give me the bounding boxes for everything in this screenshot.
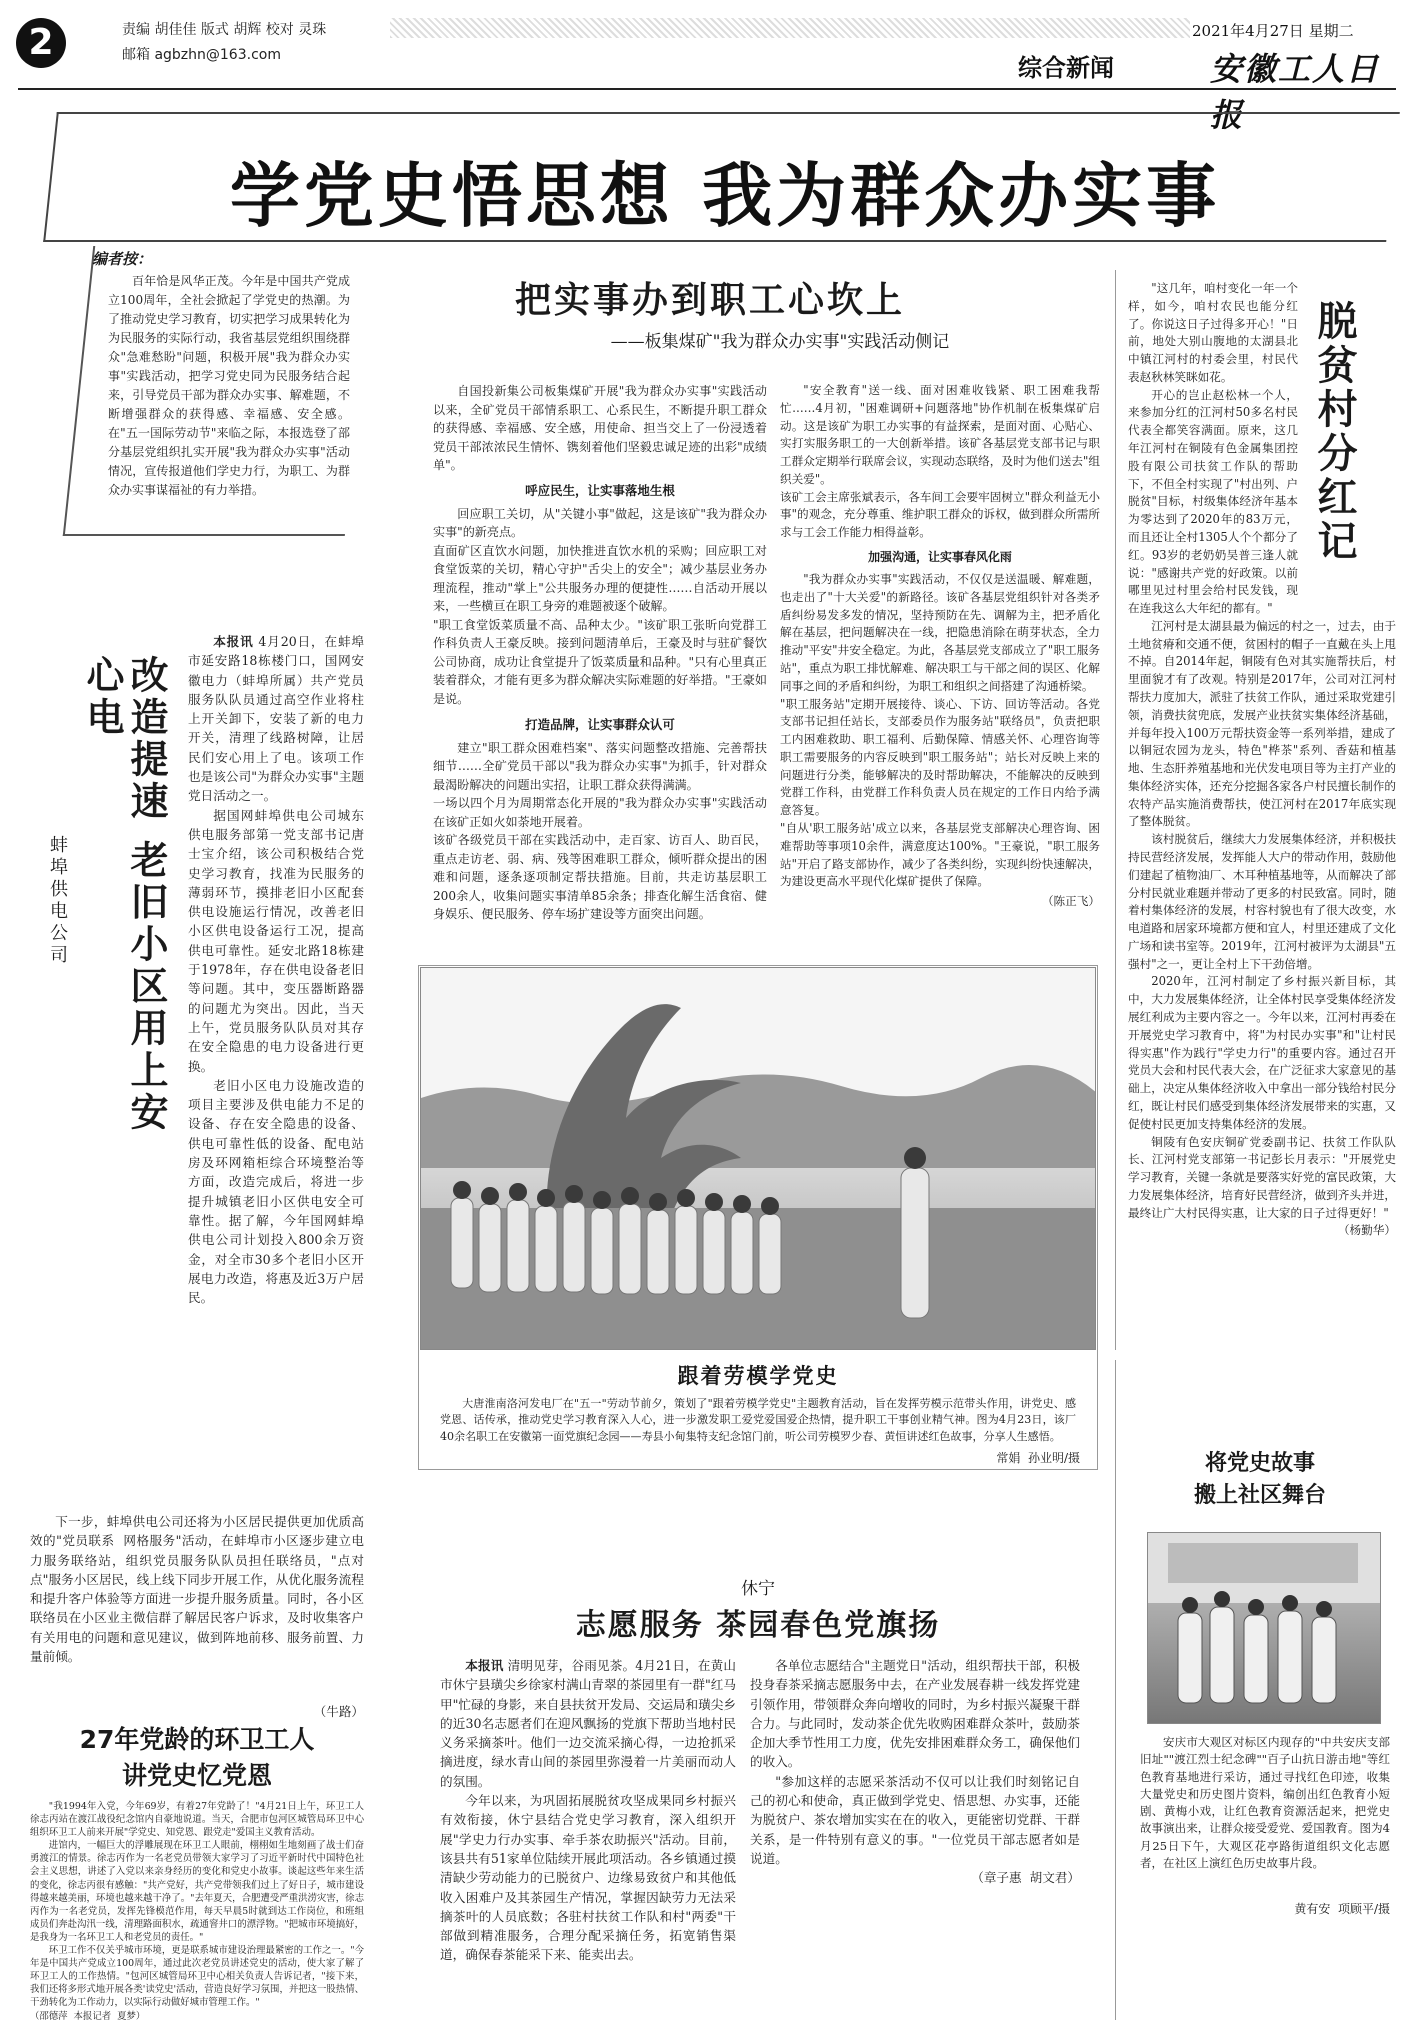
main-subhead: 打造品牌，让实事群众认可 xyxy=(525,716,675,732)
right-article-para: 2020年，江河村制定了乡村振兴新目标，其中，大力发展集体经济，让全体村民享受集体经济发展红利成为主要内容之一。今年以来，江河村再委在开展党史学习教育中，将"为村民办实事"和"让村民得实惠"作为践行"学史力行"的重要内容。通过召开党员大会和村民代表大会，在广泛征求大家意见的基础上，决定从集体经济收入中拿出一部分钱给村民分红，既让村民们感受到集体经济发展带来的实惠，又促使村民更加支持集体经济的发展。 xyxy=(1128,974,1396,1131)
bottom-center-para xyxy=(440,1656,736,1791)
bottom-left-title-2: 讲党史忆党恩 xyxy=(121,1761,272,1790)
main-col2-para: "我为群众办实事"实践活动，不仅仅是送温暖、解难题，也走出了"十大关爱"的新路径。该矿各基层党组织针对各类矛盾纠纷易发多发的情况，坚持预防在先、调解为主，把矛盾化解在基层，把问题解决在一线，把隐患消除在萌芽状态，全力推动"平安"井安全稳定。为此，各基层党支部成立了"职工服务站"，重点为职工排忧解难、解决职工与干部之间的误区、化解同事之间的矛盾和纠纷，为职工和组织之间搭建了沟通桥梁。 "职工服务站"定期开展接待、谈心、下访、回访等活动。各党支部书记担任站长，支部委员作为服务站"联络员"，负责把职工内困难救助、职工福利、后勤保障、情感关怀、心理咨询等职工需要服务的内容反映到"职工服务站"；站长对反映上来的问题进行分类，能够解决的及时帮助解决，不能解决的反映到党群工作科，由党群工作科负责人员在规定的工作日内给予满意答复。 "自从'职工服务站'成立以来，各基层党支部解决心理咨询、困难帮助等事项10余件，满意度达100%。"王豪说，"职工服务站"开启了路支部协作，减少了各类纠纷，实现纠纷快速解决，为建设更高水平现代化煤矿提供了保障。 xyxy=(780,572,1100,889)
lead-label: 本报讯 xyxy=(465,1658,504,1673)
main-col2-para: "安全教育"送一线、面对困难收钱紧、职工困难我帮忙……4月初，"困难调研+问题落地"协作机制在板集煤矿启动。这是该矿为职工办实事的有益探索，是面对面、心贴心、实打实服务职工的一大创新举措。该矿各基层党支部书记与职工群众定期举行联席会议，实现动态联络，及时为他们送去"组织关爱"。 该矿工会主席张斌表示，各车间工会要牢固树立"群众利益无小事"的观念，充分尊重、维护职工群众的诉权，做到群众所需所求与工会工作能力相得益彰。 xyxy=(780,383,1100,540)
right-article-vertical-title: 脱贫村分红记 xyxy=(1311,300,1357,564)
editor-note-text: 百年恰是风华正茂。今年是中国共产党成立100周年，全社会掀起了学党史的热潮。为了推动党史学习教育，切实把学习成果转化为为民服务的实际行动，我省基层党组织围绕群众"急难愁盼"问题，积极开展"我为群众办实事"实践活动，把学习党史同为民服务结合起来，引导党员干部为群众办实事、解难题，不断增强群众的获得感、幸福感、安全感。在"五一国际劳动节"来临之际，本报选登了部分基层党组织扎实开展"我为群众办实事"活动情况，宣传报道他们学史力行，为职工、为群众办实事谋福祉的有力举措。 xyxy=(108,274,350,497)
right-article-para: 铜陵有色安庆铜矿党委副书记、扶贫工作队队长、江河村党支部第一书记彭长月表示："开展党史学习教育，关键一条就是要落实好党的富民政策，大力发展集体经济，培育好民营经济，做到齐头并进，最终让广大村民得实惠，让大家的日子过得更好！" xyxy=(1128,1134,1396,1220)
main-article-subtitle: ——板集煤矿"我为群众办实事"实践活动侧记 xyxy=(610,332,950,352)
main-col1-para: 建立"职工群众困难档案"、落实问题整改措施、完善帮扶细节……全矿党员干部以"我为群众办实事"为抓手，针对群众最渴盼解决的问题出实招，让职工群众获得满满。 一场以四个月为周期常态化开展的"我为群众办实事"实践活动在该矿正如火如荼地开展着。 该矿各级党员干部在实践活动中，走百家、访百人、助百民，重点走访老、弱、病、残等困难职工群众，倾听群众提出的困难和问题，逐条逐项制定帮扶措施。目前，共走访基层职工200余人，收集问题实事清单85余条；排查化解生活食宿、健身娱乐、便民服务、停车场扩建设等方面突出问题。 xyxy=(433,740,767,922)
main-col1-para: 回应职工关切，从"关键小事"做起，这是该矿"我为群众办实事"的新亮点。 直面矿区直饮水问题，加快推进直饮水机的采购；回应职工对食堂饭菜的关切，精心守护"舌尖上的安全"；减少基层业务办理流程，推动"掌上"公共服务办理的便捷性……自活动开展以来，一些横亘在职工身旁的难题被逐个破解。 "职工食堂饭菜质量不高、品种太少。"该矿职工张昕向党群工作科负责人王豪反映。接到问题清单后，王豪及时与驻矿餐饮公司协商，成功让食堂提升了饭菜质量和品种。"只有心里真正装着群众，才能有更多为群众解决实际难题的好举措。"王豪如是说。 xyxy=(433,506,767,706)
right-article-body xyxy=(1128,280,1396,1240)
bottom-left-body xyxy=(30,1800,364,2023)
main-col2 xyxy=(780,382,1100,911)
banner-title: 学党史悟思想 我为群众办实事 xyxy=(229,155,1221,237)
center-photo-title: 跟着劳模学党史 xyxy=(677,1364,839,1388)
bottom-center-para: 今年以来，为巩固拓展脱贫攻坚成果同乡村振兴有效衔接，休宁县结合党史学习教育，深入组织开展"学史力行办实事、牵手茶农助振兴"活动。目前，该县共有51家单位陆续开展此项活动。各乡镇通过摸清缺少劳动能力的已脱贫户、边缘易致贫户和其他低收入困难户及其茶园生产情况，掌握因缺劳力无法采摘茶叶的人员底数；各驻村扶贫工作队和村"两委"干部做到精准服务，合理分配采摘任务，拓宽销售渠道，确保春茶能采下来、能卖出去。 xyxy=(440,1793,736,1963)
main-subhead: 呼应民生，让实事落地生根 xyxy=(525,482,675,498)
bottom-right-credit: 黄有安 项顾平/摄 xyxy=(1294,1902,1390,1916)
center-photo-credit: 常娟 孙业明/摄 xyxy=(996,1451,1080,1465)
bottom-center-author: （章子惠 胡文君） xyxy=(971,1870,1080,1886)
bottom-right-caption: 安庆市大观区对标区内现存的"中共安庆支部旧址""渡江烈士纪念碑""百子山抗日游击地"等红色教育基地进行采访，通过寻找红色印迹，收集大量党史和历史图片资料，编创出红色教育小短剧、黄梅小戏，让红色教育资源活起来，把党史故事演出来，让群众接受爱党、爱国教育。图为4月25日下午，大观区花亭路街道组织文化志愿者，在社区上演红色历史故事片段。 xyxy=(1140,1735,1390,1871)
left-article-para: 老旧小区电力设施改造的项目主要涉及供电能力不足的设备、存在安全隐患的设备、供电可靠性低的设备、配电站房及环网箱柜综合环境整治等方面，改造完成后，将进一步提升城镇老旧小区供电安全可靠性。据了解，今年国网蚌埠供电公司计划投入800余万资金，对全市30多个老旧小区开展电力改造，将惠及近3万户居民。 xyxy=(188,1077,364,1306)
left-article-para-wide: 下一步，蚌埠供电公司还将为小区居民提供更加优质高效的"党员联系 网格服务"活动，在蚌埠市小区逐步建立电力服务联络站，组织党员服务队队员担任联络员，"点对点"服务小区居民，线上线下同步开展工作，从优化服务流程和提升客户体验等方面进一步提升服务质量。同时，各小区联络员在小区业主微信群了解居民客户诉求，及时收集客户有关用电的问题和意见建议，做到阵地前移、服务前置、力量前倾。 xyxy=(30,1514,364,1665)
editor-note-label: 编者按： xyxy=(92,250,153,268)
labor-model-photo xyxy=(420,967,1096,1350)
section-name: 综合新闻 xyxy=(1018,54,1114,82)
main-subhead: 加强沟通，让实事春风化雨 xyxy=(868,550,1012,565)
right-article-para: 江河村是太湖县最为偏远的村之一，过去，由于土地贫瘠和交通不便，贫困村的帽子一直戴在头上甩不掉。自2014年起，铜陵有色对其实施帮扶后，村里面貌才有了改观。特别是2017年，公司对江河村帮扶力度加大，派驻了扶贫工作队，通过采取党建引领，消费扶贫兜底，发展产业扶贫实集体经济基础，并每年投入100万元帮扶资金等一系列举措，建成了以铜冠农园为龙头，特色"桦茶"系列、香菇和植基地、生态肝养殖基地和光伏发电项目等为主打产业的集体经济实体，还充分挖掘各家各户村民擅长制作的农特产品实施消费帮扶，使江河村在2017年底实现了整体脱贫。 xyxy=(1128,618,1396,829)
community-stage-photo xyxy=(1147,1532,1381,1724)
lead-label: 本报讯 xyxy=(213,634,254,649)
right-article-para: 开心的岂止赵松林一个人，来参加分红的江河村50多名村民代表全都笑容满面。原来，这几年江河村在铜陵有色金属集团控股有限公司扶贫工作队的帮助下，不但全村实现了"村出列、户脱贫"目标，村级集体经济年基本为零达到了2020年的83万元，而且还让全村1305人个个都分了红。93岁的老奶奶吴普三逢人就说："感谢共产党的好政策。以前哪里见过村里会给村民发钱，现在连我这么大年纪的都有。" xyxy=(1128,387,1298,616)
main-article-title: 把实事办到职工心坎上 xyxy=(514,280,905,321)
right-article-para: 该村脱贫后，继续大力发展集体经济，并积极扶持民营经济发展，发挥能人大户的带动作用，鼓励他们建起了植物油厂、木耳种植基地等，从而解决了部分村民就业难题并带动了更多的村民致富。同时，随着村集体经济的发展，村容村貌也有了很大改变，水电道路和居家环境都方便和宜人，村里还建成了文化广场和读书室等。2019年，江河村被评为太湖县"五强村"之一，更让全村上下干劲倍增。 xyxy=(1128,832,1396,971)
bottom-left-title-1: 27年党龄的环卫工人 xyxy=(79,1725,315,1754)
main-col1 xyxy=(433,382,767,924)
right-article-para: "这几年，咱村变化一年一个样，如今，咱村农民也能分红了。你说这日子过得多开心！"日前，地处大别山腹地的太湖县北中镇江河村的村委会里，村民代表赵秋林笑眯如花。 xyxy=(1128,281,1298,384)
bottom-center-para: 各单位志愿结合"主题党日"活动，组织帮扶干部，积极投身春茶采摘志愿服务中去，在产业发展春耕一线发挥党建引领作用，带领群众奔向增收的同时，为乡村振兴凝聚干群合力。与此同时，发动茶企优先收购困难群众茶叶，鼓励茶企加大季节性用工力度，优先安排困难群众务工，确保他们的收入。 xyxy=(750,1658,1080,1770)
bottom-left-author: （邵德萍 本报记者 夏梦） xyxy=(30,2010,146,2022)
left-article-para xyxy=(188,632,364,806)
bottom-right-title-2: 搬上社区舞台 xyxy=(1193,1483,1326,1508)
center-photo-caption: 大唐淮南洛河发电厂在"五一"劳动节前夕，策划了"跟着劳模学党史"主题教育活动，旨在发挥劳模示范带头作用，讲党史、感党恩、话传承，推动党史学习教育深入人心，进一步激发职工爱党爱国爱企热情，提升职工干事创业精气神。图为4月23日，该厂40余名职工在安徽第一面党旗纪念园——寿县小甸集特支纪念馆门前，听公司劳模罗少春、黄恒讲述红色故事，分享人生感悟。 xyxy=(440,1397,1076,1443)
staff-line: 责编 胡佳佳 版式 胡辉 校对 灵珠 xyxy=(122,22,327,38)
left-article-para: 据国网蚌埠供电公司城东供电服务部第一党支部书记唐士宝介绍，该公司积极结合党史学习教育，找准为民服务的薄弱环节，摸排老旧小区配套供电设施运行情况，改善老旧小区供电设备运行工况，提高供电可靠性。延安北路18栋建于1978年，存在供电设备老旧等问题。其中，变压器断路器的问题尤为突出。因此，当天上午，党员服务队队员对其存在安全隐患的电力设备进行更换。 xyxy=(188,807,364,1074)
left-article-lead: 4月20日，在蚌埠市延安路18栋楼门口，国网安徽电力（蚌埠所属）共产党员服务队队员通过高空作业将柱上开关卸下，安装了新的电力开关，清理了线路树障，让居民们安心用上了电。该项工作也是该公司"为群众办实事"主题党日活动之一。 xyxy=(188,634,364,804)
left-article-body xyxy=(188,632,364,1307)
bottom-left-para: 环卫工作不仅关乎城市环境，更是联系城市建设治理最紧密的工作之一。"今年是中国共产党成立100周年，通过此次老党员讲述党史的活动，使大家了解了环卫工人的工作热情。"包河区城管局环卫中心相关负责人告诉记者，"接下来，我们还将多形式地开展各类'读党史'活动，营造良好学习氛围，并把这一股热情、干劲转化为工作动力，以实际行动做好城市管理工作。" xyxy=(30,1945,364,2009)
right-article-author: （杨勤华） xyxy=(1337,1223,1396,1238)
column-rule xyxy=(1115,270,1116,1350)
left-article-author-visible: （牛路） xyxy=(313,1704,364,1719)
column-rule xyxy=(1115,1360,1116,2020)
bottom-left-para: 进馆内，一幅巨大的浮雕展现在环卫工人眼前，栩栩如生地刻画了战士们奋勇渡江的情景。徐志丙作为一名老党员带领大家学习了习近平新时代中国特色社会主义思想，讲述了入党以来亲身经历的变化和党史小故事。谈起这些年来生活的变化，徐志丙很有感触："共产党好，共产党带领我们过上了好日子，城市建设得越来越美丽，环境也越来越干净了。"去年夏天，合肥遭受严重洪涝灾害，徐志丙作为一名老党员，发挥先锋模范作用，每天早晨5时就到达工作岗位，和班组成员们奔赴沟汛一线，清理路面积水，疏通窨井口的漂浮物。"把城市环境搞好，是我身为一名环卫工人和老党员的责任。" xyxy=(30,1840,364,1943)
left-article-vertical-title: 改造提速 老旧小区用上安心电 xyxy=(80,655,168,1135)
header-rule xyxy=(18,88,1396,90)
page-number-badge: 2 xyxy=(16,18,66,68)
bottom-center-col2 xyxy=(750,1656,1080,1888)
main-article-author: （陈正飞） xyxy=(1041,894,1100,909)
bottom-center-kicker: 休宁 xyxy=(741,1579,775,1599)
header-stripe xyxy=(390,18,1190,38)
issue-date: 2021年4月27日 星期二 xyxy=(1192,22,1354,40)
main-col1-para: 自国投新集公司板集煤矿开展"我为群众办实事"实践活动以来，全矿党员干部情系职工、心系民生，不断提升职工群众的获得感、幸福感、安全感，用使命、担当交上了一份浸透着党员干部浓浓民生情怀、镌刻着他们坚毅忠诚足迹的出彩"成绩单"。 xyxy=(433,384,767,473)
bottom-center-para: "参加这样的志愿采茶活动不仅可以让我们时刻铭记自己的初心和使命，真正做到学党史、悟思想、办实事，还能为脱贫户、茶农增加实实在在的收入，更能密切党群、干群关系，是一件特别有意义的事。"一位党员干部志愿者如是说道。 xyxy=(750,1773,1080,1866)
photo-illustration xyxy=(421,968,1096,1350)
bottom-center-title: 志愿服务 茶园春色党旗扬 xyxy=(575,1608,941,1643)
bottom-center-lead: 清明见芽，谷雨见茶。4月21日，在黄山市休宁县璜尖乡徐家村满山青翠的茶园里有一群"红马甲"忙碌的身影，来自县扶贫开发局、交运局和璜尖乡的近30名志愿者们在迎风飘扬的党旗下帮助当地村民义务采摘茶叶。他们一边交流采摘心得，一边抢抓采摘进度，绿水青山间的茶园里弥漫着一片美丽而动人的氛围。 xyxy=(440,1658,736,1789)
bottom-right-title-1: 将党史故事 xyxy=(1204,1451,1315,1476)
email-line: 邮箱 agbzhn@163.com xyxy=(122,47,281,63)
masthead-logo: 安徽工人日报 xyxy=(1210,50,1381,134)
bottom-center-col1 xyxy=(440,1656,736,1965)
stage-illustration xyxy=(1148,1533,1381,1724)
bottom-left-para: "我1994年入党，今年69岁，有着27年党龄了！"4月21日上午，环卫工人徐志丙站在渡江战役纪念馆内自豪地说道。当天，合肥市包河区城管局环卫中心组织环卫工人前来开展"学党史、知党恩、跟党走"爱国主义教育活动。 xyxy=(30,1801,364,1839)
left-article-byline: 蚌埠供电公司 xyxy=(47,835,68,967)
